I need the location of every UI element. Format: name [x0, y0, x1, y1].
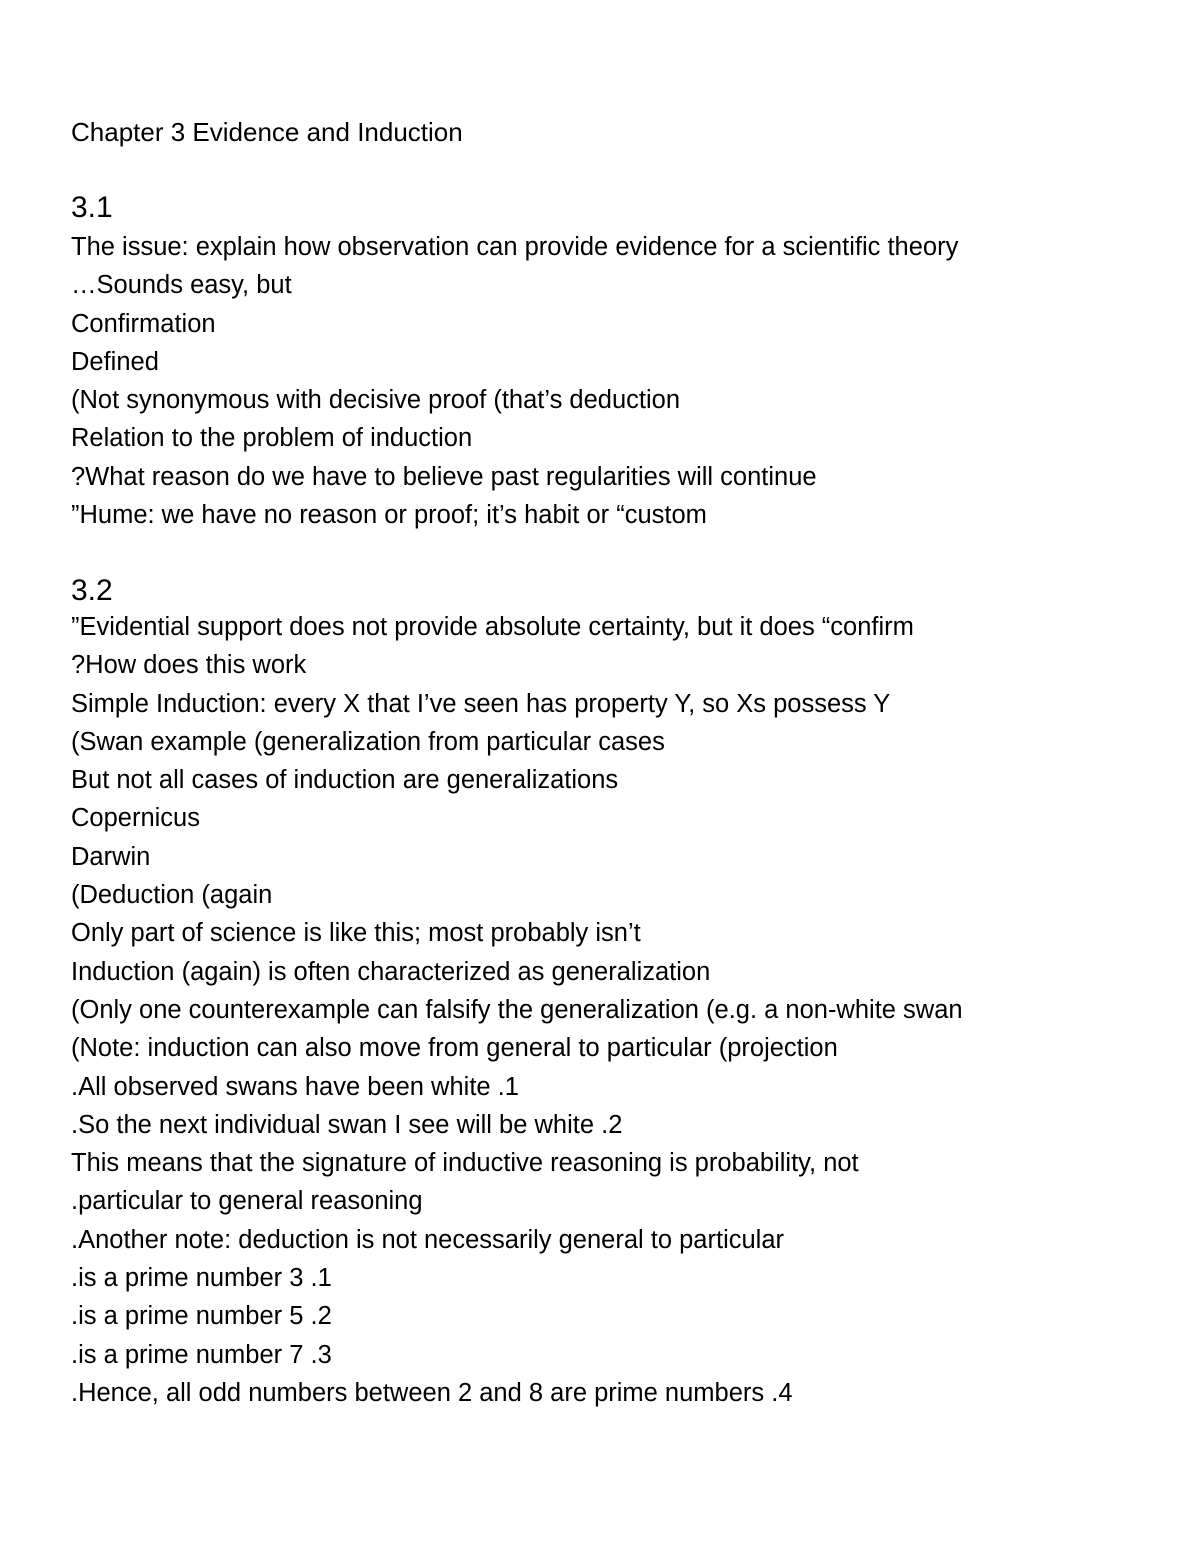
text-line: .is a prime number 3 .1 [71, 1264, 332, 1293]
text-line: Defined [71, 347, 159, 376]
text-line: Only part of science is like this; most probably isn’t [71, 919, 641, 948]
section-3-1-lines [71, 228, 958, 534]
text-line: The issue: explain how observation can provide evidence for a scientific theory [71, 233, 959, 261]
text-line: (Not synonymous with decisive proof (that’s deduction [71, 386, 680, 415]
section-heading-3-1: 3.1 [71, 191, 113, 224]
text-line: Relation to the problem of induction [71, 424, 473, 453]
text-line: .Another note: deduction is not necessarily general to particular [71, 1225, 785, 1254]
text-line: Confirmation [71, 309, 216, 338]
text-line: …Sounds easy, but [71, 271, 292, 300]
text-line: Darwin [71, 842, 151, 871]
text-line: .So the next individual swan I see will be white .2 [71, 1110, 623, 1139]
text-line: .particular to general reasoning [71, 1187, 423, 1216]
text-line: But not all cases of induction are generalizations [71, 766, 619, 795]
text-line: Simple Induction: every X that I’ve seen has property Y, so Xs possess Y [71, 689, 891, 718]
text-line: ”Evidential support does not provide absolute certainty, but it does “confirm [71, 613, 914, 641]
text-line: Copernicus [71, 804, 200, 833]
text-line: .Hence, all odd numbers between 2 and 8 are prime numbers .4 [71, 1378, 793, 1407]
text-line: (Swan example (generalization from particular cases [71, 727, 665, 756]
page-title: Chapter 3 Evidence and Induction [71, 117, 463, 147]
section-heading-3-2: 3.2 [71, 574, 113, 607]
text-line: ?What reason do we have to believe past regularities will continue [71, 462, 817, 491]
text-line: Induction (again) is often characterized as generalization [71, 957, 711, 986]
section-3-2-lines [71, 608, 963, 1412]
text-line: (Only one counterexample can falsify the generalization (e.g. a non-white swan [71, 995, 963, 1024]
text-line: .is a prime number 7 .3 [71, 1340, 332, 1369]
text-line: (Note: induction can also move from general to particular (projection [71, 1034, 838, 1063]
text-line: .All observed swans have been white .1 [71, 1072, 519, 1101]
text-line: ?How does this work [71, 651, 307, 680]
text-line: (Deduction (again [71, 881, 273, 910]
text-line: ”Hume: we have no reason or proof; it’s habit or “custom [71, 501, 707, 530]
text-line: This means that the signature of inductive reasoning is probability, not [71, 1149, 859, 1178]
text-line: .is a prime number 5 .2 [71, 1302, 332, 1331]
